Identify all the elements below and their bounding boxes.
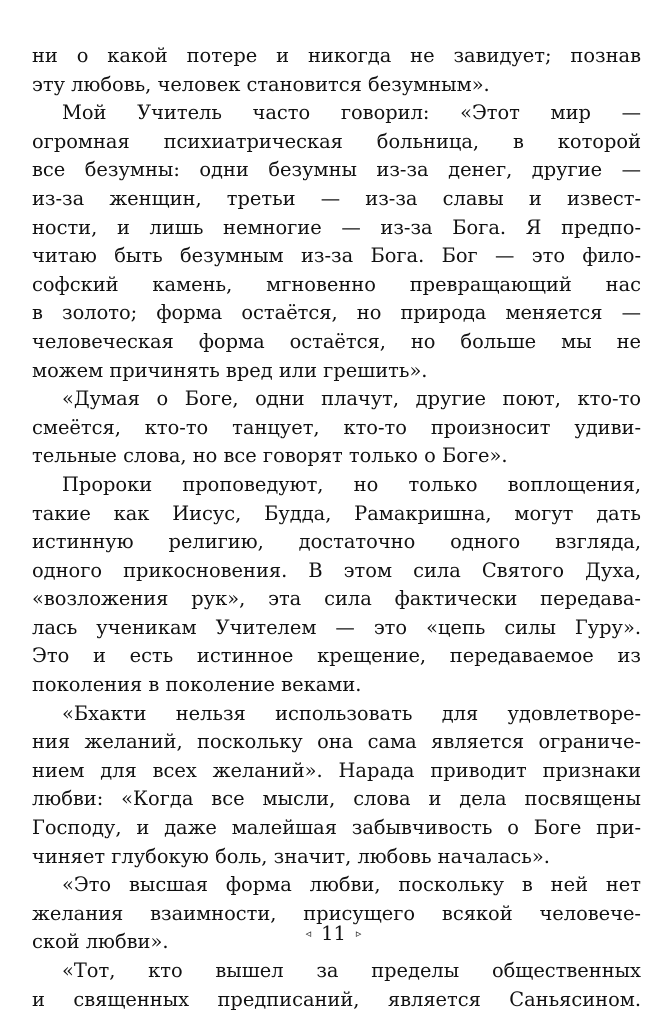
paragraph [32, 471, 641, 700]
text-line: чиняет глубокую боль, значит, любовь началась». [32, 844, 550, 868]
text-line: человеческая форма остаётся, но больше мы не [32, 329, 641, 353]
right-triangle-icon: ▹ [355, 927, 362, 940]
text-line: желания взаимности, присущего всякой человече- [32, 901, 641, 925]
text-line: «Тот, кто вышел за пределы общественных [62, 959, 641, 982]
text-line: софский камень, мгновенно превращающий нас [32, 272, 641, 296]
text-line: одного прикосновения. В этом сила Святого Духа, [32, 558, 641, 582]
text-line: ской любви». [32, 930, 169, 954]
body-text [32, 42, 641, 1014]
text-line: из-за женщин, третьи — из-за славы и извест- [32, 186, 641, 210]
text-line: все безумны: одни безумны из-за денег, другие — [32, 158, 641, 182]
text-line: ния желаний, поскольку она сама является ограниче- [32, 730, 641, 754]
text-line: читаю быть безумным из-за Бога. Бог — это фило- [32, 244, 641, 268]
paragraph [32, 957, 641, 1014]
text-line: любви: «Когда все мысли, слова и дела посвящены [32, 787, 641, 811]
text-line: в золото; форма остаётся, но природа меняется — [32, 301, 641, 325]
paragraph [32, 99, 641, 385]
text-line: Пророки проповедуют, но только воплощения, [62, 472, 641, 496]
text-line: «Думая о Боге, одни плачут, другие поют, кто-то [62, 387, 641, 411]
text-line: «Бхакти нельзя использовать для удовлетворе- [62, 701, 641, 725]
left-triangle-icon: ◃ [305, 927, 312, 940]
text-line: Господу, и даже малейшая забывчивость о Боге при- [32, 816, 641, 840]
text-line: «Это высшая форма любви, поскольку в ней нет [62, 873, 641, 897]
text-line: можем причинять вред или грешить». [32, 358, 428, 382]
paragraph [32, 42, 641, 99]
text-line: «возложения рук», эта сила фактически передава- [32, 587, 641, 611]
text-line: такие как Иисус, Будда, Рамакришна, могут дать [32, 501, 641, 525]
text-line: и священных предписаний, является Саньясином. [32, 987, 641, 1011]
page-number: 11 [321, 922, 346, 945]
text-line: Это и есть истинное крещение, передаваемое из [32, 644, 641, 668]
text-line: эту любовь, человек становится безумным». [32, 72, 490, 96]
text-line: истинную религию, достаточно одного взгляда, [32, 530, 641, 554]
text-line: Мой Учитель часто говорил: «Этот мир — [62, 101, 641, 125]
text-line: лась ученикам Учителем — это «цепь силы Гуру». [32, 615, 641, 639]
text-line: тельные слова, но все говорят только о Боге». [32, 444, 508, 468]
paragraph [32, 700, 641, 872]
paragraph [32, 385, 641, 471]
text-line: ности, и лишь немногие — из-за Бога. Я предпо- [32, 215, 641, 239]
text-line: поколения в поколение веками. [32, 673, 362, 697]
text-line: нием для всех желаний». Нарада приводит признаки [32, 758, 641, 782]
text-line: огромная психиатрическая больница, в которой [32, 129, 641, 153]
text-line: смеётся, кто-то танцует, кто-то произносит удиви- [32, 415, 641, 439]
text-line: ни о какой потере и никогда не завидует; познав [32, 44, 641, 67]
page-footer [0, 922, 667, 945]
